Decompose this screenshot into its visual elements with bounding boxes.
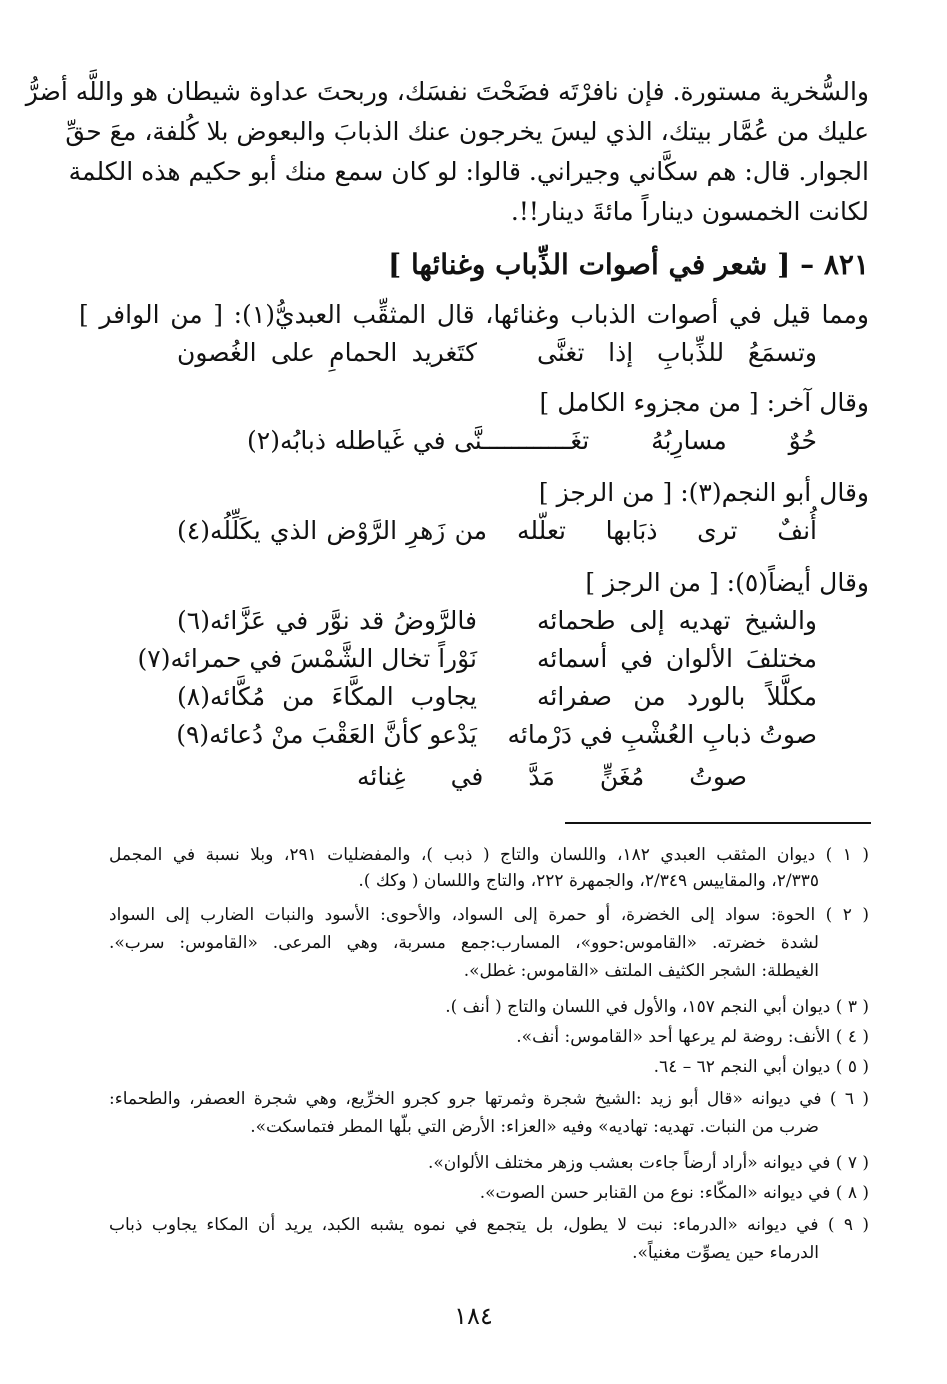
footnote-8: ( ٨ ) في ديوانه «المكّاء: نوع من القنابر حسن الصوت». [479,1183,869,1203]
verse-2-first-hemistich: حُوٌ مسارِبُهُ تغَــــــــــ [497,426,817,455]
verse-3-second-hemistich: من زَهرِ الرَّوْض الذي يكَلِّلُه(٤) [177,516,487,545]
footnote-2-line-2: لشدة خضرته. «القاموس:حوو»، المسارب:جمع مسربة، وهي المرعى. «القاموس: سرب». [109,933,819,953]
verse-4-4-second-hemistich: يَدْعو كأنَّ العَقْبَ منْ دُعائه(٩) [176,720,477,749]
verse-2-second-hemistich: ــنَّى في غَياطله ذبابُه(٢) [247,426,497,455]
verse-1-second-hemistich: كتَغريد الحمامِ على الغُصون [177,338,477,367]
section-heading: ٨٢١ – [ شعر في أصوات الذِّباب وغنائها ] [388,248,869,281]
verse-4-3-first-hemistich: مكلَّلاً بالورد من صفرائه [537,682,817,711]
footnote-3: ( ٣ ) ديوان أبي النجم ١٥٧، والأول في اللسان والتاج ( أنف ). [445,997,869,1017]
footnote-1-line-2: ٢/٣٣٥، والمقاييس ٢/٣٤٩، والجمهرة ٢٢٢، والتاج واللسان ( وكك ). [358,871,819,891]
prose-line-1: والسُّخرية مستورة. فإن نافرْتَه فضَحْتَ نفسَك، وربحتَ عداوة شيطان هو واللَّه أضرُّ [25,77,869,106]
verse-final: صوتُ مُغَنٍّ مَدَّ في غِنائه [357,762,747,791]
footnote-9-line-2: الدرماء حين يصوِّت مغنياً». [632,1243,819,1263]
verse-1-first-hemistich: وتسمَعُ للذِّبابِ إذا تغنَّى [537,338,817,367]
poem-intro-1: ومما قيل في أصوات الذباب وغنائها، قال المثقِّب العبديُّ(١): [ من الوافر ] [79,300,870,329]
footnote-6-line-2: ضرب من النبات. تهديه: تهاديه» وفيه «العزاء: الأرض التي بلّها المطر فتماسكت». [250,1117,819,1137]
verse-4-2-second-hemistich: نَوْراً تخال الشَّمْسَ في حمرائه(٧) [137,644,477,673]
footnote-separator [565,822,871,824]
verse-4-1-second-hemistich: فالرَّوضُ قد نوَّر في عَزَّائه(٦) [177,606,477,635]
footnote-1-line-1: ( ١ ) ديوان المثقب العبدي ١٨٢، واللسان والتاج ( ذبب )، والمفضليات ٢٩١، وبلا نسبة في المجمل [109,845,870,865]
footnote-4: ( ٤ ) الأنف: روضة لم يرعها أحد «القاموس: أنف». [516,1027,869,1047]
prose-line-4: لكانت الخمسون ديناراً مائةَ دينار!!. [510,197,869,226]
verse-4-2-first-hemistich: مختلفَ الألوان في أسمائه [537,644,817,673]
footnote-2-line-1: ( ٢ ) الحوة: سواد إلى الخضرة، أو حمرة إلى السواد، والأحوى: الأسود والنبات الضارب إلى السواد [109,905,869,925]
poem-intro-3: وقال أبو النجم(٣): [ من الرجز ] [538,478,869,507]
footnote-6-line-1: ( ٦ ) في ديوانه «قال أبو زيد :الشيخ شجرة وثمرتها جرو كجرو الخرِّيع، وهي شجرة العصفر، والطحماء: [109,1089,869,1109]
poem-intro-4: وقال أيضاً(٥): [ من الرجز ] [585,568,869,597]
verse-3-first-hemistich: أُنفٌ ترى ذبَابها تعلّله [517,516,817,545]
footnote-2-line-3: الغيطلة: الشجر الكثيف الملتف «القاموس: غطل». [463,961,819,981]
poem-intro-2: وقال آخر: [ من مجزوء الكامل ] [539,388,869,417]
footnote-9-line-1: ( ٩ ) في ديوانه «الدرماء: نبت لا يطول، بل يتجمع في نموه يشبه الكبد، يريد أن المكاء يجاوب ذباب [109,1215,869,1235]
verse-4-1-first-hemistich: والشيخ تهديه إلى طحمائه [537,606,817,635]
footnote-7: ( ٧ ) في ديوانه «أراد أرضاً جاءت بعشب وزهر مختلف الألوان». [427,1153,869,1173]
footnote-5: ( ٥ ) ديوان أبي النجم ٦٢ – ٦٤. [653,1057,869,1077]
prose-line-2: عليك من عُمَّار بيتك، الذي ليسَ يخرجون عنك الذبابَ والبعوض بلا كُلفة، معَ حقِّ [65,117,869,146]
prose-line-3: الجوار. قال: هم سكَّاني وجيراني. قالوا: لو كان سمع منك أبو حكيم هذه الكلمة [68,157,869,186]
page-number: ١٨٤ [454,1302,493,1330]
verse-4-3-second-hemistich: يجاوب المكَّاءَ من مُكَّائه(٨) [177,682,477,711]
verse-4-4-first-hemistich: صوتُ ذبابِ العُشْبِ في دَرْمائه [507,720,817,749]
